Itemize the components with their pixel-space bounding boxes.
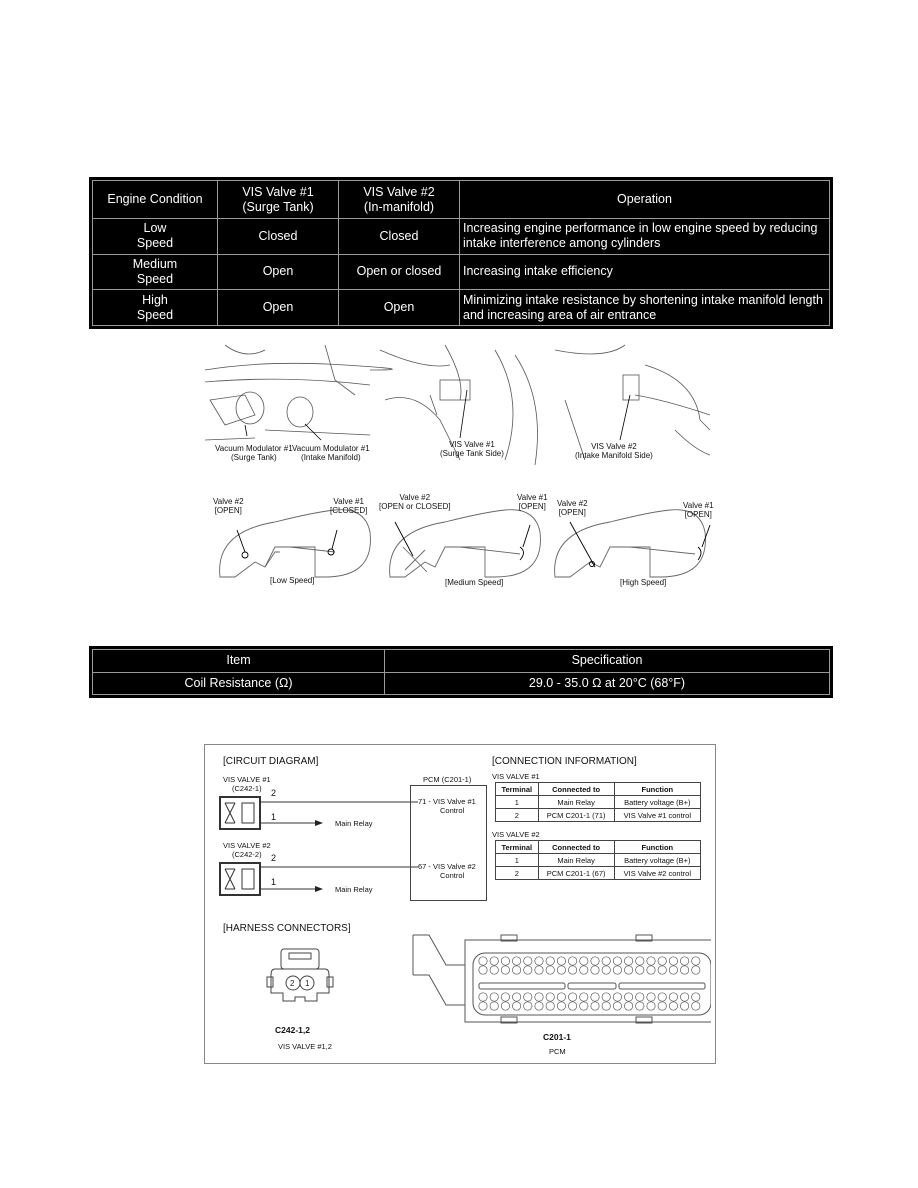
c242-connector-name: VIS VALVE #1,2 (278, 1042, 332, 1051)
table-header-row (93, 650, 830, 673)
cell-condition: Medium Speed (93, 254, 218, 290)
table-row: 1 Main Relay Battery voltage (B+) (496, 854, 701, 867)
c201-connector-id: C201-1 (543, 1032, 571, 1042)
cell-valve1: Closed (218, 219, 339, 255)
pcm-title: PCM (C201-1) (423, 775, 472, 784)
table-header-row (93, 181, 830, 219)
cell-condition: High Speed (93, 290, 218, 326)
cell-valve1: Open (218, 290, 339, 326)
pcm-pin-71: 71 - VIS Valve #1 Control (418, 797, 476, 815)
harness-connectors-title: [HARNESS CONNECTORS] (223, 923, 351, 934)
valve-position-diagrams (205, 492, 715, 590)
vis-valve-1-connection-table: Terminal Connected to Function 1 Main Relay Battery voltage (B+) 2 PCM C201-1 (71) VIS Valve #1 control (495, 782, 701, 822)
valve2-pin1: 1 (271, 877, 277, 887)
header-item: Item (93, 650, 385, 673)
low-speed-valve2-label: Valve #2 [OPEN] (213, 497, 244, 515)
cell-condition: Low Speed (93, 219, 218, 255)
valve2-main-relay: Main Relay (335, 885, 373, 894)
coil-resistance-spec-table (89, 646, 833, 698)
c242-connector-drawing (265, 935, 335, 1015)
table-row (93, 254, 830, 290)
circuit-diagram-panel (204, 744, 716, 1064)
pin-2-label: 2 (290, 979, 295, 988)
pcm-c201-connector-drawing (411, 925, 711, 1035)
connection-info-title: [CONNECTION INFORMATION] (492, 756, 637, 767)
cell-valve2: Open (339, 290, 460, 326)
valve1-pin1: 1 (271, 812, 277, 822)
valve2-pin2: 2 (271, 853, 277, 863)
valve1-main-relay: Main Relay (335, 819, 373, 828)
header-vis-valve-1: VIS Valve #1 (Surge Tank) (218, 181, 339, 219)
cell-item: Coil Resistance (Ω) (93, 672, 385, 695)
high-speed-valve2-label: Valve #2 [OPEN] (557, 499, 588, 517)
cell-operation: Increasing intake efficiency (460, 254, 830, 290)
table-row: 2 PCM C201-1 (67) VIS Valve #2 control (496, 867, 701, 880)
high-speed-caption: [High Speed] (620, 578, 667, 587)
conn-table-2-label: VIS VALVE #2 (492, 830, 540, 839)
label-vacuum-modulator-intake-manifold: Vacuum Modulator #1 (Intake Manifold) (292, 444, 370, 462)
low-speed-valve1-label: Valve #1 [CLOSED] (330, 497, 368, 515)
conn-table-1-label: VIS VALVE #1 (492, 772, 540, 781)
header-operation: Operation (460, 181, 830, 219)
high-speed-valve1-label: Valve #1 [OPEN] (683, 501, 714, 519)
c201-connector-name: PCM (549, 1047, 566, 1056)
vis-valve-1-name: VIS VALVE #1 (223, 775, 271, 784)
medium-speed-valve1-label: Valve #1 [OPEN] (517, 493, 548, 511)
cell-valve2: Open or closed (339, 254, 460, 290)
label-vis-valve-1-surge-tank-side: VIS Valve #1 (Surge Tank Side) (440, 440, 504, 458)
header-vis-valve-2: VIS Valve #2 (In-manifold) (339, 181, 460, 219)
label-vacuum-modulator-surge-tank: Vacuum Modulator #1 (Surge Tank) (215, 444, 293, 462)
table-row: 2 PCM C201-1 (71) VIS Valve #1 control (496, 809, 701, 822)
component-location-illustration (205, 340, 715, 470)
circuit-diagram-title: [CIRCUIT DIAGRAM] (223, 756, 319, 767)
cell-operation: Minimizing intake resistance by shortening intake manifold length and increasing area of air entrance (460, 290, 830, 326)
low-speed-caption: [Low Speed] (270, 576, 315, 585)
valve1-pin2: 2 (271, 788, 277, 798)
vis-valve-2-connector: (C242-2) (232, 850, 262, 859)
medium-speed-caption: [Medium Speed] (445, 578, 504, 587)
cell-operation: Increasing engine performance in low engine speed by reducing intake interference among cylinders (460, 219, 830, 255)
vis-valve-1-connector: (C242-1) (232, 784, 262, 793)
vis-valve-2-name: VIS VALVE #2 (223, 841, 271, 850)
table-row: 1 Main Relay Battery voltage (B+) (496, 796, 701, 809)
vis-valve-2-connection-table: Terminal Connected to Function 1 Main Relay Battery voltage (B+) 2 PCM C201-1 (67) VIS Valve #2 control (495, 840, 701, 880)
header-engine-condition: Engine Condition (93, 181, 218, 219)
label-vis-valve-2-intake-manifold-side: VIS Valve #2 (Intake Manifold Side) (575, 442, 653, 460)
table-row (93, 672, 830, 695)
vis-operation-table (89, 177, 833, 329)
medium-speed-valve2-label: Valve #2 [OPEN or CLOSED] (379, 493, 451, 511)
pin-1-label: 1 (305, 979, 310, 988)
table-row (93, 219, 830, 255)
c242-connector-id: C242-1,2 (275, 1025, 310, 1035)
cell-spec: 29.0 - 35.0 Ω at 20°C (68°F) (385, 672, 830, 695)
cell-valve1: Open (218, 254, 339, 290)
pcm-pin-67: 67 - VIS Valve #2 Control (418, 862, 476, 880)
cell-valve2: Closed (339, 219, 460, 255)
table-row (93, 290, 830, 326)
header-specification: Specification (385, 650, 830, 673)
